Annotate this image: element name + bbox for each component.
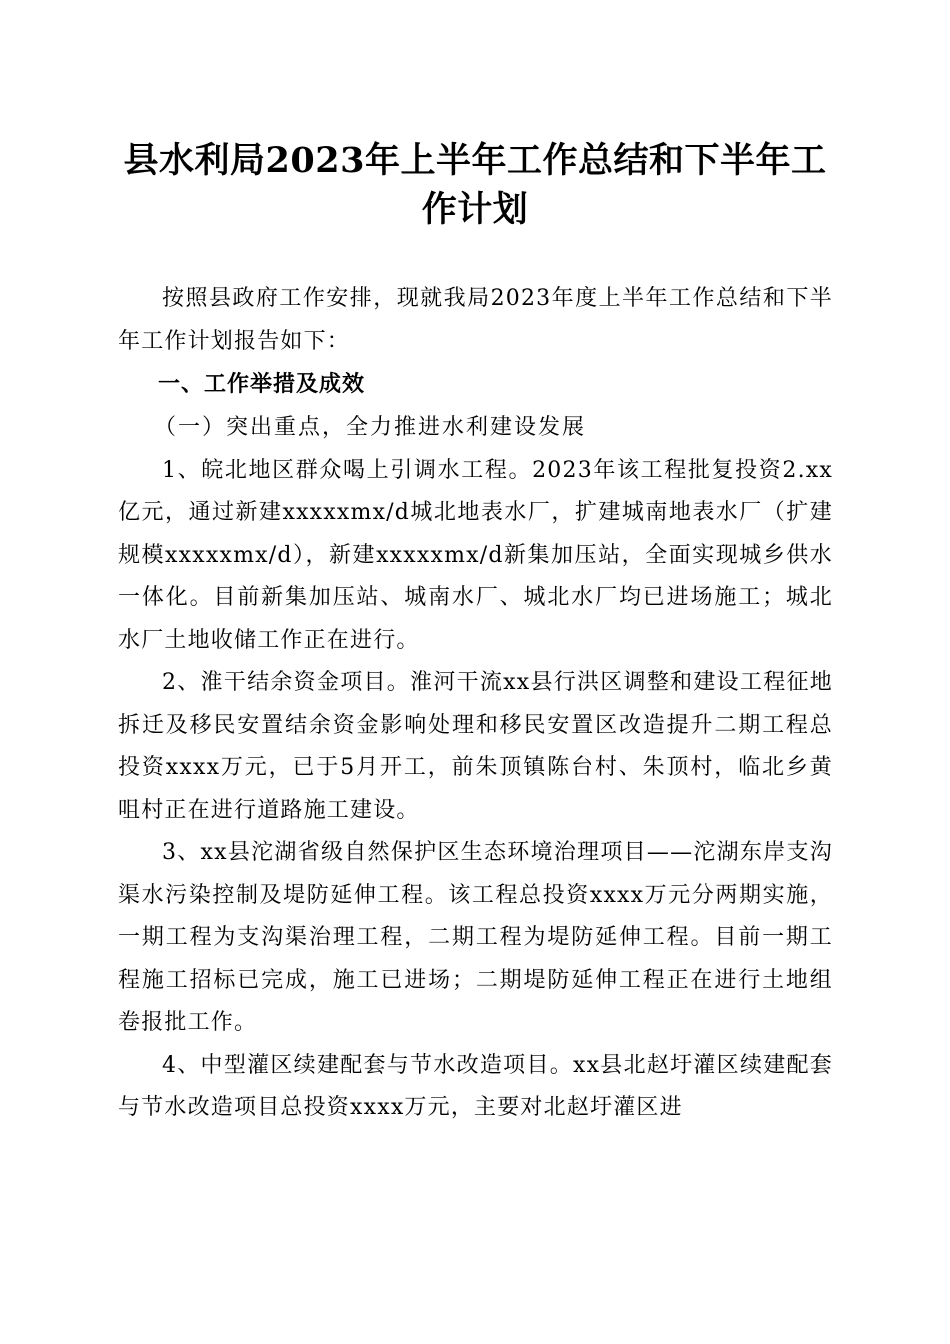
intro-paragraph: 按照县政府工作安排，现就我局2023年度上半年工作总结和下半年工作计划报告如下： xyxy=(118,286,833,354)
list-item: 2、淮干结余资金项目。淮河干流xx县行洪区调整和建设工程征地拆迁及移民安置结余资金影响处理和移民安置区改造提升二期工程总投资xxxx万元，已于5月开工，前朱顶镇陈台村、朱顶村，临北乡黄咀村正在进行道路施工建设。 xyxy=(118,670,833,823)
list-item: 1、皖北地区群众喝上引调水工程。2023年该工程批复投资2.xx亿元，通过新建xxxxxmx/d城北地表水厂，扩建城南地表水厂（扩建规模xxxxxmx/d），新建xxxxxmx/d新集加压站，全面实现城乡供水一体化。目前新集加压站、城南水厂、城北水厂均已进场施工；城北水厂土地收储工作正在进行。 xyxy=(118,457,833,653)
document-body xyxy=(118,278,833,1130)
document-title: 县水利局2023年上半年工作总结和下半年工作计划 xyxy=(123,140,827,230)
subsection-heading: （一）突出重点，全力推进水利建设发展 xyxy=(154,415,587,440)
section-heading: 一、工作举措及成效 xyxy=(158,372,366,397)
list-item: 3、xx县沱湖省级自然保护区生态环境治理项目——沱湖东岸支沟渠水污染控制及堤防延伸工程。该工程总投资xxxx万元分两期实施，一期工程为支沟渠治理工程，二期工程为堤防延伸工程。目前一期工程施工招标已完成，施工已进场；二期堤防延伸工程正在进行土地组卷报批工作。 xyxy=(118,840,833,1035)
list-item: 4、中型灌区续建配套与节水改造项目。xx县北赵圩灌区续建配套与节水改造项目总投资xxxx万元，主要对北赵圩灌区进 xyxy=(118,1052,833,1120)
